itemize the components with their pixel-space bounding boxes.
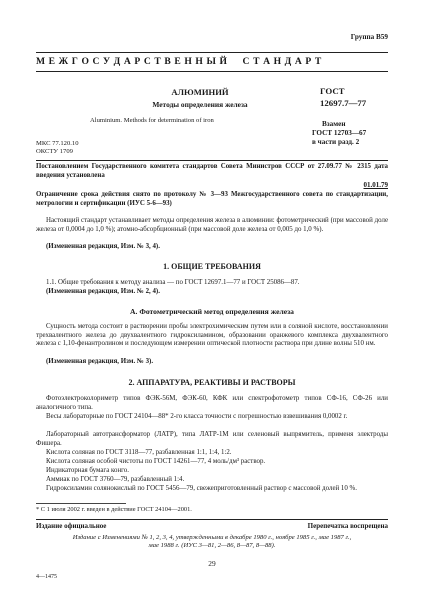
banner-rule	[36, 71, 388, 72]
okstu-code: ОКСТУ 1709	[36, 148, 73, 155]
gost-number: 12697.7—77	[320, 98, 367, 108]
footnote-rule	[36, 503, 126, 504]
title-main: АЛЮМИНИЙ	[171, 87, 229, 97]
section-2-item: Весы лабораторные по ГОСТ 24104—88* 2-го класса точности с погрешностью взвешивания 0,0002 г.	[46, 413, 348, 420]
section-2-item: Фотоэлектроколориметр типов ФЭК-56М, ФЭК-60, КФК или спектрофотометр типов СФ-16, СФ-26 или аналогичного типа.	[36, 395, 388, 411]
section-2-item: Гидроксиламин солянокислый по ГОСТ 5456—79, свежеприготовленный раствор с массовой долей 10 %.	[46, 485, 358, 492]
title-english: Aluminium. Methods for determination of iron	[90, 117, 214, 124]
footer-rule	[36, 519, 388, 520]
section-a-paragraph: Сущность метода состоит в растворении пробы электрохимическим путем или в соляной кислоте, восстановлении трехвалентного железа до двухвалентного гидроксиламином, образовании оранжевого комплекса двухвалентного железа с 1,10-фенантролином и последующем измерении оптической плотности раствора при длине волны 510 нм.	[36, 323, 388, 348]
standard-banner: М Е Ж Г О С У Д А Р С Т В Е Н Н Ы Й С Т А Н Д А Р Т	[36, 56, 322, 67]
replace-part: в части разд. 2	[312, 138, 360, 146]
print-code: 4—1475	[36, 574, 57, 580]
section-2-item: Кислота соляная особой чистоты по ГОСТ 14261—77, 4 моль/дм³ раствор.	[46, 458, 266, 465]
section-1-heading: 1. ОБЩИЕ ТРЕБОВАНИЯ	[163, 262, 261, 271]
gost-code: ГОСТ	[320, 86, 345, 96]
official-edition: Издание официальное	[36, 522, 107, 530]
section-2-item: Аммиак по ГОСТ 3760—79, разбавленный 1:4.	[46, 476, 185, 483]
changes-note: Издание с Изменениями № 1, 2, 3, 4, утвержденными в декабре 1980 г., ноябре 1985 г., мае 1987 г., мае 1988 г. (ИУС 3—81, 2—86, 8—87, 8—88).	[72, 534, 352, 550]
section-a-edit-note: (Измененная редакция, Изм. № 3).	[46, 358, 154, 365]
section-2-item: Кислота соляная по ГОСТ 3118—77, разбавленная 1:1, 1:4, 1:2.	[46, 449, 232, 456]
mks-code: МКС 77.120.10	[36, 140, 79, 147]
replace-gost: ГОСТ 12703—67	[312, 129, 367, 137]
section-2-item: Лабораторный автотрансформатор (ЛАТР), типа ЛАТР-1М или селеновый выпрямитель, применя электроды Фишера.	[36, 431, 388, 447]
intro-date: 01.01.79	[363, 181, 388, 189]
top-rule	[36, 52, 388, 53]
section-1-paragraph: 1.1. Общие требования к методу анализа — по ГОСТ 12697.1—77 и ГОСТ 25086—87.	[46, 279, 300, 286]
group-code: Группа В59	[350, 33, 388, 41]
page-number: 29	[208, 559, 216, 568]
codes-rule	[36, 160, 388, 161]
intro-edit-note: (Измененная редакция, Изм. № 3, 4).	[46, 243, 160, 250]
section-1-edit-note: (Измененная редакция, Изм. № 2, 4).	[46, 288, 160, 295]
section-a-heading: А. Фотометрический метод определения железа	[130, 307, 294, 316]
intro-paragraph: Настоящий стандарт устанавливает методы определения железа в алюминии: фотометрический (при массовой доле железа от 0,0004 до 1,0 %); атомно-абсорбционный (при массовой доле железа от 0,005 до 1,0 %).	[36, 217, 388, 233]
section-2-item: Индикаторная бумага конго.	[46, 467, 129, 474]
title-sub: Методы определения железа	[152, 100, 248, 109]
replace-label: Взамен	[322, 120, 346, 128]
limitation-text: Ограничение срока действия снято по протоколу № 3—93 Межгосударственного совета по стандартизации, метрологии и сертификации (ИУС 5-6—93)	[36, 191, 388, 207]
section-2-heading: 2. АППАРАТУРА, РЕАКТИВЫ И РАСТВОРЫ	[128, 378, 296, 387]
decree-text: Постановлением Государственного комитета стандартов Совета Министров СССР от 27.09.77 № 2315 дата введения установлена	[36, 163, 388, 179]
reprint-notice: Перепечатка воспрещена	[307, 522, 388, 530]
footnote: * С 1 июля 2002 г. введен в действие ГОСТ 24104—2001.	[36, 506, 192, 513]
